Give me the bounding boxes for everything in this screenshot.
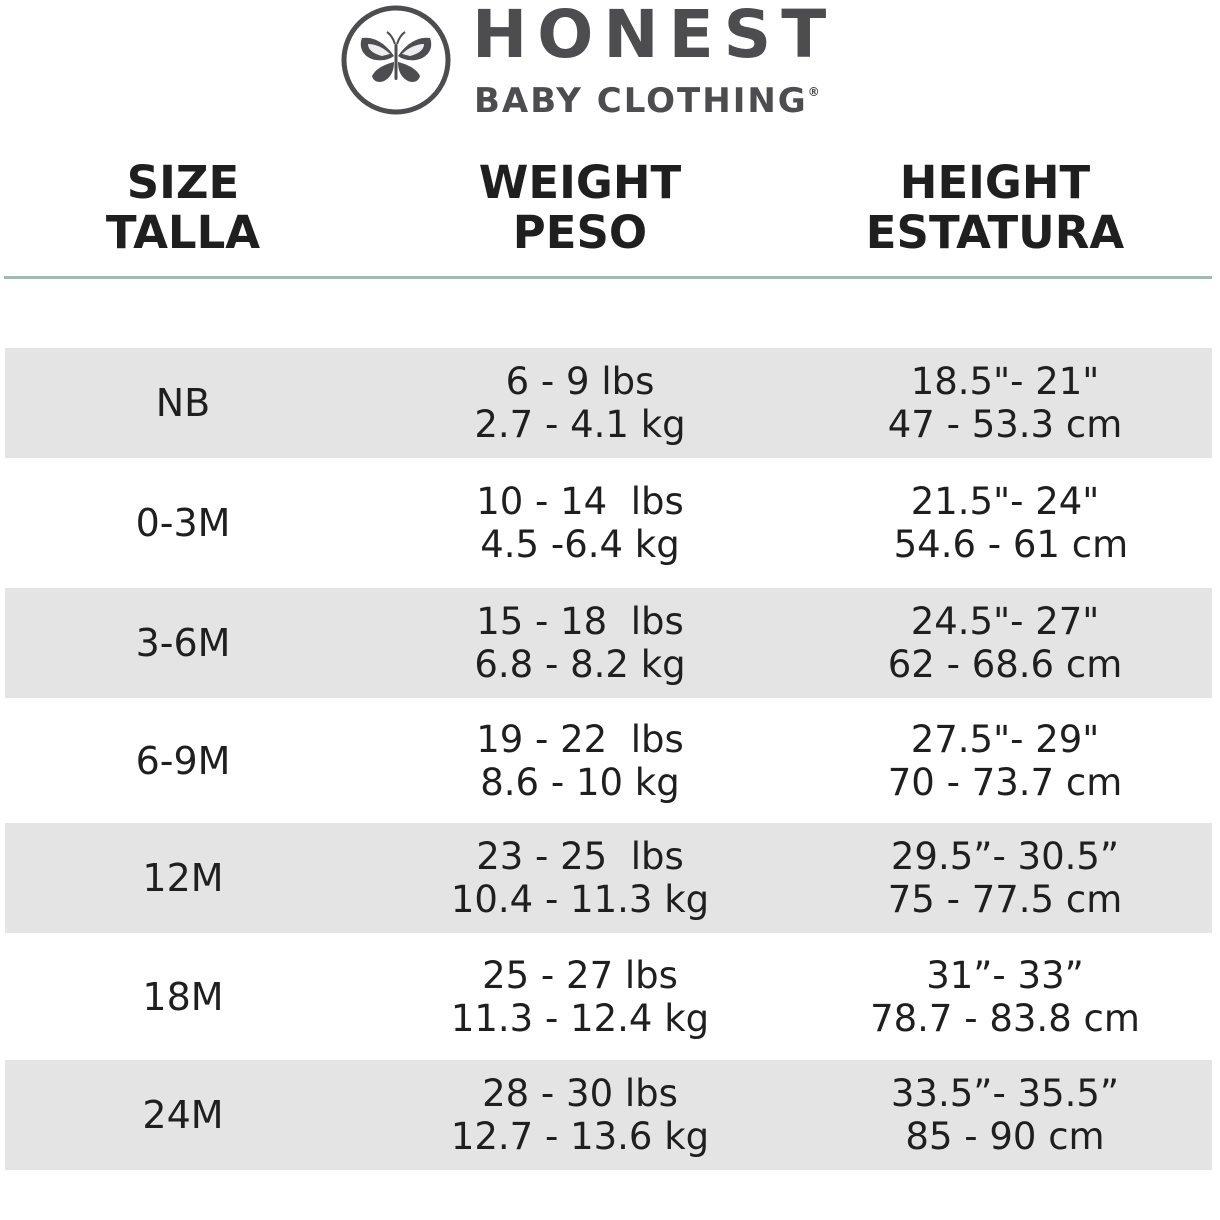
header-height-en: HEIGHT [899, 156, 1091, 209]
header-weight-es: PESO [512, 206, 648, 259]
height-in: 24.5"- 27" [910, 600, 1100, 643]
table-row [5, 706, 1212, 816]
weight-kg: 12.7 - 13.6 kg [450, 1115, 710, 1158]
weight-cell [425, 588, 735, 698]
butterfly-icon [340, 4, 452, 116]
height-in: 18.5"- 21" [910, 360, 1100, 403]
table-header [0, 158, 1220, 258]
height-cm: 78.7 - 83.8 cm [870, 997, 1140, 1040]
height-cell [850, 1060, 1160, 1170]
weight-lbs: 25 - 27 lbs [482, 954, 678, 997]
size-cell: 6-9M [135, 738, 231, 783]
height-in: 33.5”- 35.5” [890, 1072, 1120, 1115]
weight-lbs: 10 - 14 lbs [476, 480, 684, 523]
height-cm: 54.6 - 61 cm [881, 523, 1129, 566]
size-cell: 12M [142, 855, 224, 900]
weight-cell [425, 348, 735, 458]
height-cell [850, 823, 1160, 933]
weight-kg: 4.5 -6.4 kg [480, 523, 680, 566]
table-row [5, 588, 1212, 698]
header-size [60, 158, 306, 258]
weight-lbs: 6 - 9 lbs [505, 360, 655, 403]
header-weight-en: WEIGHT [478, 156, 682, 209]
table-row [5, 823, 1212, 933]
size-cell: NB [155, 380, 211, 425]
weight-cell [425, 823, 735, 933]
height-cell [850, 588, 1160, 698]
brand-subtitle [474, 81, 820, 121]
height-in: 21.5"- 24" [910, 480, 1100, 523]
height-cm: 75 - 77.5 cm [887, 878, 1123, 921]
brand-subtitle-text: BABY CLOTHING [474, 81, 808, 121]
height-cm: 85 - 90 cm [905, 1115, 1105, 1158]
table-row [5, 348, 1212, 458]
table-row [5, 468, 1212, 578]
header-weight [430, 158, 730, 258]
brand-name: HONEST [472, 0, 837, 73]
height-in: 31”- 33” [926, 954, 1084, 997]
size-cell: 24M [142, 1092, 224, 1137]
height-cell [850, 348, 1160, 458]
header-height-es: ESTATURA [865, 206, 1125, 259]
table-row [5, 942, 1212, 1052]
size-cell: 3-6M [135, 620, 231, 665]
height-cell [850, 942, 1160, 1052]
weight-lbs: 28 - 30 lbs [482, 1072, 678, 1115]
header-divider [4, 276, 1212, 279]
header-size-es: TALLA [105, 206, 261, 259]
header-height [840, 158, 1150, 258]
weight-cell [425, 706, 735, 816]
weight-kg: 2.7 - 4.1 kg [474, 403, 686, 446]
weight-kg: 10.4 - 11.3 kg [450, 878, 710, 921]
height-cm: 47 - 53.3 cm [887, 403, 1123, 446]
header-size-en: SIZE [126, 156, 240, 209]
weight-kg: 6.8 - 8.2 kg [474, 643, 686, 686]
height-cm: 62 - 68.6 cm [887, 643, 1123, 686]
height-in: 29.5”- 30.5” [890, 835, 1120, 878]
weight-lbs: 15 - 18 lbs [476, 600, 684, 643]
brand-logo [340, 0, 860, 124]
height-in: 27.5"- 29" [910, 718, 1100, 761]
weight-cell [425, 1060, 735, 1170]
size-cell: 18M [142, 974, 224, 1019]
weight-lbs: 19 - 22 lbs [476, 718, 684, 761]
height-cell [850, 468, 1160, 578]
weight-lbs: 23 - 25 lbs [476, 835, 684, 878]
table-row [5, 1060, 1212, 1170]
height-cell [850, 706, 1160, 816]
trademark-symbol: ® [807, 85, 820, 99]
weight-kg: 11.3 - 12.4 kg [450, 997, 710, 1040]
weight-cell [425, 468, 735, 578]
height-cm: 70 - 73.7 cm [887, 761, 1123, 804]
weight-cell [425, 942, 735, 1052]
size-cell: 0-3M [135, 500, 231, 545]
weight-kg: 8.6 - 10 kg [480, 761, 680, 804]
